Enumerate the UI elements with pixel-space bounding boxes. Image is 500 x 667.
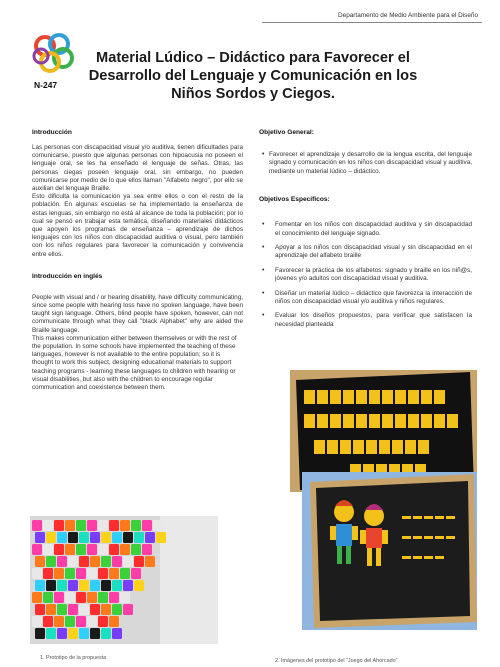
list-item: • Favorecer la práctica de los alfabetos: signado y braille en los niñ@s, jóvenes y/o adultos con discapacidad visual y auditiva. (259, 267, 472, 284)
block-tile (43, 592, 53, 603)
colored-blocks-image (30, 516, 218, 644)
block-tile (142, 520, 152, 531)
general-objective-heading: Objetivo General: (259, 129, 314, 136)
block-tile (57, 580, 67, 591)
block-tile (120, 592, 130, 603)
letter-slot (424, 556, 433, 559)
letter-tile (356, 414, 367, 428)
block-tile (142, 544, 152, 555)
block-tile (120, 520, 130, 531)
block-tile (134, 580, 144, 591)
block-tile (43, 544, 53, 555)
block-tile (98, 568, 108, 579)
block-tile (112, 532, 122, 543)
block-tile (65, 616, 75, 627)
block-tile (90, 556, 100, 567)
block-tile (65, 520, 75, 531)
block-tile (87, 568, 97, 579)
letter-tile (395, 414, 406, 428)
block-tile (87, 544, 97, 555)
block-tile (109, 520, 119, 531)
list-item: • Diseñar un material lúdico – didáctico que favorezca la interacción de niños con discapacidad visual y/o auditiva y niños regulares. (259, 290, 472, 307)
block-tile (32, 544, 42, 555)
letter-tile (434, 414, 445, 428)
block-tile (90, 532, 100, 543)
block-tile (68, 604, 78, 615)
block-tile (46, 580, 56, 591)
block-tile (79, 580, 89, 591)
block-tile (76, 520, 86, 531)
letter-slot (402, 536, 411, 539)
block-tile (112, 556, 122, 567)
letter-tile (327, 440, 338, 454)
block-tile (134, 532, 144, 543)
block-tile (156, 532, 166, 543)
block-tile (46, 556, 56, 567)
block-tile (153, 520, 163, 531)
block-tile (32, 592, 42, 603)
block-tile (120, 544, 130, 555)
letter-slot (413, 556, 422, 559)
block-tile (131, 520, 141, 531)
letter-tile (418, 440, 429, 454)
letter-slot (424, 536, 433, 539)
letter-slot (402, 516, 411, 519)
block-tile (54, 592, 64, 603)
block-tile (131, 544, 141, 555)
right-column (259, 129, 472, 335)
block-tile (112, 580, 122, 591)
letter-slot (446, 516, 455, 519)
list-item: • Favorecer el aprendizaje y desarrollo de la lengua escrita, del lenguaje signado y comunicación en los niños con discapacidad visual y auditiva, mediante un material lúdico – didáctico. (259, 151, 472, 176)
block-tile (101, 628, 111, 639)
hangman-figures-image (302, 472, 477, 630)
prototype-photo (30, 516, 218, 644)
letter-tile (382, 390, 393, 404)
block-tile (90, 604, 100, 615)
letter-tile (340, 440, 351, 454)
letter-tile (356, 390, 367, 404)
letter-tile (379, 440, 390, 454)
block-tile (32, 520, 42, 531)
letter-slot (435, 556, 444, 559)
block-tile (54, 616, 64, 627)
block-tile (32, 616, 42, 627)
block-tile (98, 616, 108, 627)
block-tile (65, 544, 75, 555)
block-tile (32, 568, 42, 579)
block-tile (68, 628, 78, 639)
block-tile (79, 628, 89, 639)
block-tile (35, 628, 45, 639)
block-tile (46, 604, 56, 615)
block-tile (120, 568, 130, 579)
specific-objectives-list (259, 221, 472, 329)
letter-tile (330, 414, 341, 428)
block-tile (76, 568, 86, 579)
letter-tile (408, 414, 419, 428)
letter-tile (304, 390, 315, 404)
block-tile (54, 520, 64, 531)
letter-tile (447, 414, 458, 428)
block-tile (112, 604, 122, 615)
block-tile (54, 544, 64, 555)
block-tile (145, 556, 155, 567)
block-tile (68, 532, 78, 543)
letter-slot (402, 556, 411, 559)
english-intro-heading: Introducción en inglés (32, 272, 103, 280)
block-tile (131, 568, 141, 579)
block-tile (76, 592, 86, 603)
letter-tile (434, 390, 445, 404)
block-tile (87, 616, 97, 627)
intro-heading: Introducción (32, 129, 72, 136)
block-tile (43, 568, 53, 579)
list-item: • Fomentar en los niños con discapacidad auditiva y sin discapacidad el conocimiento del lenguaje signado. (259, 221, 472, 238)
block-tile (112, 628, 122, 639)
block-tile (46, 628, 56, 639)
intro-paragraph-2: Esto dificulta la comunicación ya sea entre ellos o con el resto de la población. En algunas escuelas se ha implementado la enseñanza de estas lenguas, sin embargo no está al alcance de toda la población; por lo cual se pensó en trabajar esta temática, diseñando materiales didácticos que apoyen los programas de enseñanza – aprendizaje de dichos lenguajes con los niños con discapacidad auditiva o visual, pero también con los niños regulares para favorecer la comunicación y convivencia entre ellos. (32, 193, 243, 258)
block-tile (57, 532, 67, 543)
letter-slot (435, 516, 444, 519)
left-column (32, 129, 243, 392)
block-tile (87, 592, 97, 603)
letter-tile (395, 390, 406, 404)
block-tile (46, 532, 56, 543)
letter-tile (317, 414, 328, 428)
page-title: Material Lúdico – Didáctico para Favorecer el Desarrollo del Lenguaje y Comunicación en los Niños Sordos y Ciegos. (88, 50, 418, 102)
english-paragraph-2: This makes communication either between themselves or with the rest of the population. In some schools have implemented the teaching of these languages, however is not available to the entire population; so it is thought to work this subject, designing educational materials to support teaching programs - learning these languages to children with hearing or visual disabilities, but also with the children to encourage regular communication and coexistence between them. (32, 334, 237, 392)
block-tile (134, 556, 144, 567)
block-tile (43, 520, 53, 531)
figure-2-caption: 2. Imágenes del prototipo del "Juego del Ahorcado" (275, 658, 398, 664)
interlocking-rings-logo (30, 32, 76, 74)
block-tile (35, 580, 45, 591)
block-tile (90, 628, 100, 639)
specific-objectives-heading: Objetivos Específicos: (259, 196, 330, 204)
block-tile (109, 592, 119, 603)
block-tile (87, 520, 97, 531)
block-tile (123, 532, 133, 543)
block-tile (145, 532, 155, 543)
letter-tile (366, 440, 377, 454)
letter-tile (314, 440, 325, 454)
block-tile (109, 616, 119, 627)
letter-slot (413, 536, 422, 539)
block-tile (123, 604, 133, 615)
block-tile (101, 532, 111, 543)
letter-tile (382, 414, 393, 428)
department-label: Departamento de Medio Ambiente para el Diseño (338, 12, 478, 19)
block-tile (109, 544, 119, 555)
block-tile (57, 628, 67, 639)
letter-slot (424, 516, 433, 519)
block-tile (76, 544, 86, 555)
block-tile (123, 580, 133, 591)
letter-tile (405, 440, 416, 454)
block-tile (79, 532, 89, 543)
letter-tile (353, 440, 364, 454)
letter-tile (408, 390, 419, 404)
header-rule (262, 22, 482, 23)
letter-tile (421, 414, 432, 428)
block-tile (98, 544, 108, 555)
letter-tile (343, 414, 354, 428)
project-code: N-247 (34, 80, 58, 90)
block-tile (68, 556, 78, 567)
hangman-game-photo (302, 472, 477, 630)
block-tile (79, 604, 89, 615)
letter-tile (369, 390, 380, 404)
letter-tile (304, 414, 315, 428)
block-tile (109, 568, 119, 579)
intro-paragraph-1: Las personas con discapacidad visual y/o auditiva, tienen dificultades para comunicarse, puesto que algunas personas con hipoacusia no poseen el lenguaje oral, se les ha enseñado el lenguaje de señas. Otras, las personas ciegas poseen lenguaje oral, sin embargo, no pueden comunicarse por medio de lo que ellos llaman "Alfabeto negro", por ello se auxilian del lenguaje Braille. (32, 144, 243, 193)
block-tile (101, 580, 111, 591)
block-tile (35, 556, 45, 567)
letter-slot (446, 536, 455, 539)
block-tile (68, 580, 78, 591)
block-tile (35, 532, 45, 543)
letter-tile (317, 390, 328, 404)
letter-tile (343, 390, 354, 404)
letter-tile (369, 414, 380, 428)
english-paragraph-1: People with visual and / or hearing disability, have difficulty communicating, since some people with hearing loss have no spoken language, have been taught sign language. Others, blind people have spoken, however, can not communicate through what they call "black Alphabet" why are aided the Braille language. (32, 293, 243, 334)
block-tile (123, 556, 133, 567)
block-tile (76, 616, 86, 627)
block-tile (98, 592, 108, 603)
block-tile (101, 604, 111, 615)
letter-tile (330, 390, 341, 404)
letter-slot (413, 516, 422, 519)
figure-1-caption: 1. Prototipo de la propuesta (40, 655, 107, 661)
block-tile (57, 556, 67, 567)
general-objective-list (259, 151, 472, 176)
letter-tile (392, 440, 403, 454)
block-tile (43, 616, 53, 627)
block-tile (57, 604, 67, 615)
block-tile (98, 520, 108, 531)
block-tile (90, 580, 100, 591)
block-tile (79, 556, 89, 567)
list-item: • Evaluar los diseños propuestos, para verificar que satisfacen la necesidad planteada (259, 312, 472, 329)
letter-slot (435, 536, 444, 539)
block-tile (54, 568, 64, 579)
block-tile (65, 592, 75, 603)
list-item: • Apoyar a los niños con discapacidad visual y sin discapacidad en el aprendizaje del alfabeto braille (259, 244, 472, 261)
block-tile (65, 568, 75, 579)
letter-tile (421, 390, 432, 404)
block-tile (101, 556, 111, 567)
block-tile (35, 604, 45, 615)
